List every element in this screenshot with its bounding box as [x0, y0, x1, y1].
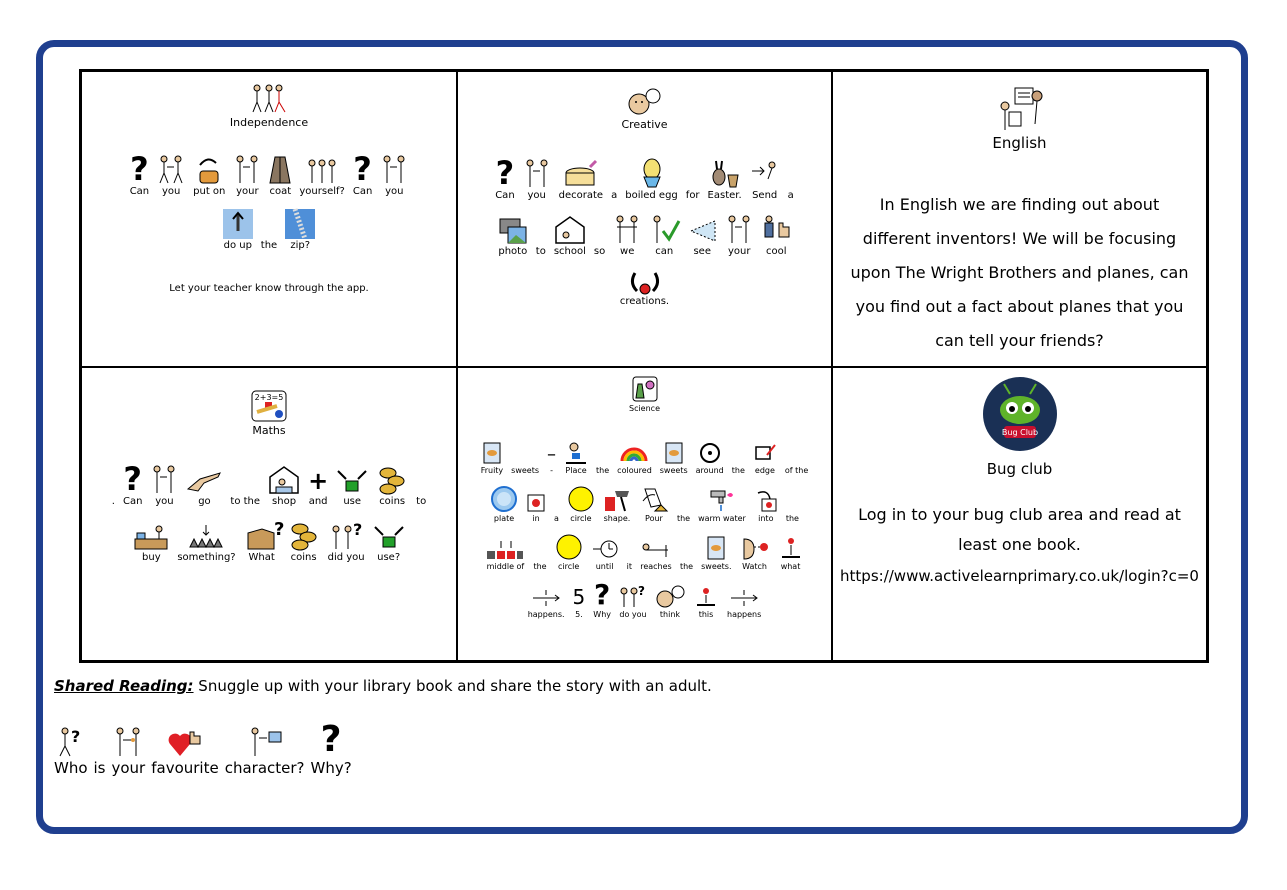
word-sweets-3: sweets. — [701, 535, 731, 571]
word-sweets-2: sweets — [660, 441, 688, 475]
independence-cell — [82, 72, 458, 368]
did-you-icon — [329, 521, 363, 551]
use-hand-icon — [373, 521, 405, 551]
character-icon — [247, 726, 283, 758]
we-icon — [613, 215, 641, 245]
word-coat: coat — [269, 155, 291, 197]
do-you-icon — [619, 583, 647, 609]
word-decorate: decorate — [559, 159, 603, 201]
svg-text:?: ? — [70, 727, 81, 746]
independence-note: Let your teacher know through the app. — [169, 283, 369, 294]
word-plate: plate — [490, 485, 518, 523]
activity-grid — [79, 69, 1209, 663]
creative-row-2 — [458, 215, 831, 257]
coat-icon — [269, 155, 291, 185]
word-yourself: yourself? — [299, 155, 344, 197]
word-until: until — [591, 537, 619, 571]
word-the-6: the — [679, 562, 694, 571]
word-middle-of: middle of — [485, 539, 525, 571]
bugclub-text: Log in to your bug club area and read at least one book. — [858, 505, 1181, 554]
word-character: character? — [225, 726, 305, 777]
coins-icon — [288, 521, 320, 551]
edge-icon — [753, 441, 777, 465]
shared-reading — [54, 677, 712, 695]
word-see: see — [687, 215, 717, 257]
shared-reading-question-row — [54, 719, 358, 777]
word-can: ? Can — [129, 150, 150, 197]
cake-icon — [564, 159, 598, 189]
word-circle-2: circle — [555, 533, 583, 571]
independence-title: Independence — [229, 116, 309, 129]
sweets-icon — [663, 441, 685, 465]
word-happens: happens. — [528, 587, 565, 619]
science-row-1 — [458, 441, 831, 475]
word-use: use — [336, 465, 368, 507]
maths-cell — [82, 368, 458, 660]
word-put-on: put on — [193, 155, 225, 197]
svg-text:Bug Club: Bug Club — [1001, 428, 1038, 437]
plate-icon — [490, 485, 518, 513]
something-icon — [188, 521, 224, 551]
word-do-you: ? do you — [619, 584, 647, 619]
maths-row-1 — [82, 460, 456, 507]
word-you: you — [150, 465, 178, 507]
word-you-2: you — [380, 155, 408, 197]
word-sweets: sweets — [511, 466, 540, 475]
science-row-4 — [458, 578, 831, 619]
pour-icon — [639, 485, 669, 513]
sweets-icon — [705, 535, 727, 561]
what-icon — [778, 535, 804, 561]
word-easter: Easter. — [708, 159, 742, 201]
word-use: use? — [373, 521, 405, 563]
word-the-2: the — [731, 466, 745, 475]
word-creations: creations. — [620, 269, 669, 307]
word-we: we — [613, 215, 641, 257]
send-icon — [750, 159, 780, 189]
word-boiled-egg: boiled egg — [625, 159, 678, 201]
english-cell — [833, 72, 1206, 368]
word-can-2: ? Can — [352, 150, 373, 197]
word-into: into — [754, 487, 778, 523]
you-icon — [523, 159, 551, 189]
circle-icon — [567, 485, 595, 513]
word-cool: cool — [761, 215, 791, 257]
easter-icon — [710, 159, 740, 189]
word-who: ? Who — [54, 727, 88, 777]
word-why: ? Why? — [310, 719, 352, 777]
word-your: your — [725, 215, 753, 257]
word-the-5: the — [533, 562, 547, 571]
english-title: English — [992, 134, 1047, 152]
creative-title: Creative — [621, 118, 668, 131]
bugclub-url[interactable]: https://www.activelearnprimary.co.uk/login?c=0 — [840, 567, 1199, 585]
word-shop: shop — [268, 465, 300, 507]
until-clock-icon — [591, 537, 619, 561]
word-to: to — [416, 496, 427, 507]
see-icon — [687, 215, 717, 245]
independence-people-icon — [249, 84, 289, 114]
bugclub-header — [833, 376, 1206, 478]
word-a: a — [611, 190, 618, 201]
word-happens-2: happens — [727, 587, 761, 619]
buy-icon — [133, 521, 169, 551]
word-a-2: a — [787, 190, 794, 201]
you-icon — [150, 465, 178, 495]
word-the: the — [260, 240, 278, 251]
word-do-up: do up — [223, 209, 253, 251]
question-icon: ? — [594, 578, 611, 611]
in-icon — [526, 493, 546, 513]
creative-header — [458, 88, 831, 131]
word-of-the: of the — [784, 466, 809, 475]
you-icon — [380, 155, 408, 185]
go-pointing-hand-icon — [186, 465, 222, 495]
middle-of-icon — [485, 539, 525, 561]
zip-icon — [285, 209, 315, 239]
creative-cell — [458, 72, 833, 368]
svg-text:2+3=5: 2+3=5 — [254, 393, 284, 402]
word-the: the — [596, 466, 610, 475]
circle-icon — [555, 533, 583, 561]
word-what: what — [778, 535, 804, 571]
creative-face-icon — [627, 88, 663, 116]
science-cell — [458, 368, 833, 660]
cool-icon — [761, 215, 791, 245]
word-what: ? What — [244, 521, 280, 563]
do-up-icon — [223, 209, 253, 239]
word-photo: photo — [498, 215, 528, 257]
word-you: you — [523, 159, 551, 201]
yourself-icon — [306, 155, 338, 185]
bugclub-title: Bug club — [986, 460, 1053, 478]
word-and: + and — [308, 467, 329, 507]
word-why: ? Why — [593, 578, 611, 619]
word-watch: Watch — [740, 535, 770, 571]
around-icon — [698, 441, 722, 465]
word-fruity: Fruity — [481, 441, 503, 475]
what-box-icon — [244, 519, 285, 551]
word-reaches: reaches — [640, 539, 672, 571]
svg-text:?: ? — [273, 519, 285, 540]
science-header — [458, 376, 831, 413]
english-header — [833, 84, 1206, 152]
word-coins-2: coins — [288, 521, 320, 563]
word-something: something? — [177, 521, 235, 563]
shape-icon — [603, 487, 631, 513]
plus-icon: + — [308, 467, 329, 495]
word-dash: – - — [547, 444, 557, 475]
think-icon — [655, 585, 685, 609]
warm-water-tap-icon — [707, 487, 737, 513]
word-circle: circle — [567, 485, 595, 523]
word-the-4: the — [785, 514, 799, 523]
word-to: to — [535, 246, 546, 257]
question-icon: ? — [123, 460, 142, 498]
word-your: your — [233, 155, 261, 197]
word-favourite: favourite — [151, 726, 218, 777]
can-icon — [649, 215, 679, 245]
maths-title: Maths — [252, 424, 286, 437]
word-so: so — [593, 246, 606, 257]
photo-icon — [498, 215, 528, 245]
question-icon: ? — [353, 150, 372, 188]
creative-row-3 — [458, 269, 831, 307]
your-icon — [725, 215, 753, 245]
word-go: go — [186, 465, 222, 507]
science-row-2 — [458, 485, 831, 523]
word-zip: zip? — [285, 209, 315, 251]
bug-club-logo — [982, 376, 1058, 452]
science-icon — [632, 376, 658, 402]
word-school: school — [554, 215, 586, 257]
word-think: think — [655, 585, 685, 619]
creations-icon — [627, 269, 663, 295]
question-icon: ? — [495, 154, 515, 192]
word-send: Send — [750, 159, 780, 201]
word-warm-water: warm water — [698, 487, 746, 523]
word-edge: edge — [753, 441, 777, 475]
you-icon — [157, 155, 185, 185]
english-reading-icon — [995, 84, 1045, 132]
word-did-you: ? did you — [327, 520, 365, 563]
science-row-3 — [458, 533, 831, 571]
who-icon — [57, 726, 85, 758]
bugclub-cell — [833, 368, 1206, 660]
maths-icon — [251, 390, 287, 422]
word-you: you — [157, 155, 185, 197]
use-hand-icon — [336, 465, 368, 495]
happens-icon — [531, 587, 561, 609]
maths-header — [82, 390, 456, 437]
put-on-icon — [194, 155, 224, 185]
word-in: in — [526, 493, 546, 523]
word-dot: . — [111, 496, 115, 507]
independence-row-1 — [82, 150, 456, 197]
boiled-egg-icon — [640, 159, 664, 189]
word-your: your — [112, 726, 146, 777]
word-this: this — [693, 585, 719, 619]
creative-row-1 — [458, 154, 831, 201]
watch-icon — [740, 535, 770, 561]
shared-reading-heading: Shared Reading: — [54, 677, 194, 695]
number-five: 5 — [572, 585, 586, 609]
favourite-heart-icon — [168, 726, 202, 758]
dash-icon: – — [547, 444, 557, 465]
word-shape: shape. — [603, 487, 631, 523]
reaches-icon — [640, 539, 672, 561]
fruity-sweets-icon — [481, 441, 503, 465]
word-for: for — [685, 190, 700, 201]
coins-icon — [376, 465, 408, 495]
shop-icon — [268, 465, 300, 495]
word-it: it — [626, 562, 632, 571]
word-around: around — [696, 441, 724, 475]
science-title: Science — [628, 404, 660, 413]
into-icon — [754, 487, 778, 513]
this-icon — [693, 585, 719, 609]
english-text: In English we are finding out about different inventors! We will be focusing upon The Wright Brothers and planes, can you find out a fact about planes that you can tell your friends? — [850, 195, 1189, 350]
word-place: Place — [564, 441, 588, 475]
svg-text:?: ? — [638, 584, 645, 598]
happens-icon — [729, 587, 759, 609]
maths-row-2 — [82, 521, 456, 563]
word-can: ? Can — [122, 460, 143, 507]
word-a: a — [554, 514, 559, 523]
word-can: can — [649, 215, 679, 257]
word-5: 5 5. — [572, 585, 586, 619]
shared-reading-text: Snuggle up with your library book and share the story with an adult. — [193, 677, 712, 695]
word-buy: buy — [133, 521, 169, 563]
word-the-3: the — [676, 514, 691, 523]
school-icon — [554, 215, 586, 245]
question-icon: ? — [320, 719, 342, 760]
your-icon — [113, 726, 143, 758]
rainbow-icon — [619, 441, 649, 465]
question-icon: ? — [130, 150, 149, 188]
word-coins: coins — [376, 465, 408, 507]
word-coloured: coloured — [617, 441, 652, 475]
word-to-the: to the — [230, 496, 261, 507]
svg-text:?: ? — [353, 520, 363, 539]
independence-row-2 — [82, 209, 456, 251]
word-can: ? Can — [495, 154, 515, 201]
your-icon — [233, 155, 261, 185]
place-icon — [564, 441, 588, 465]
word-pour: Pour — [639, 485, 669, 523]
independence-header — [82, 84, 456, 129]
word-is: is — [93, 759, 106, 777]
